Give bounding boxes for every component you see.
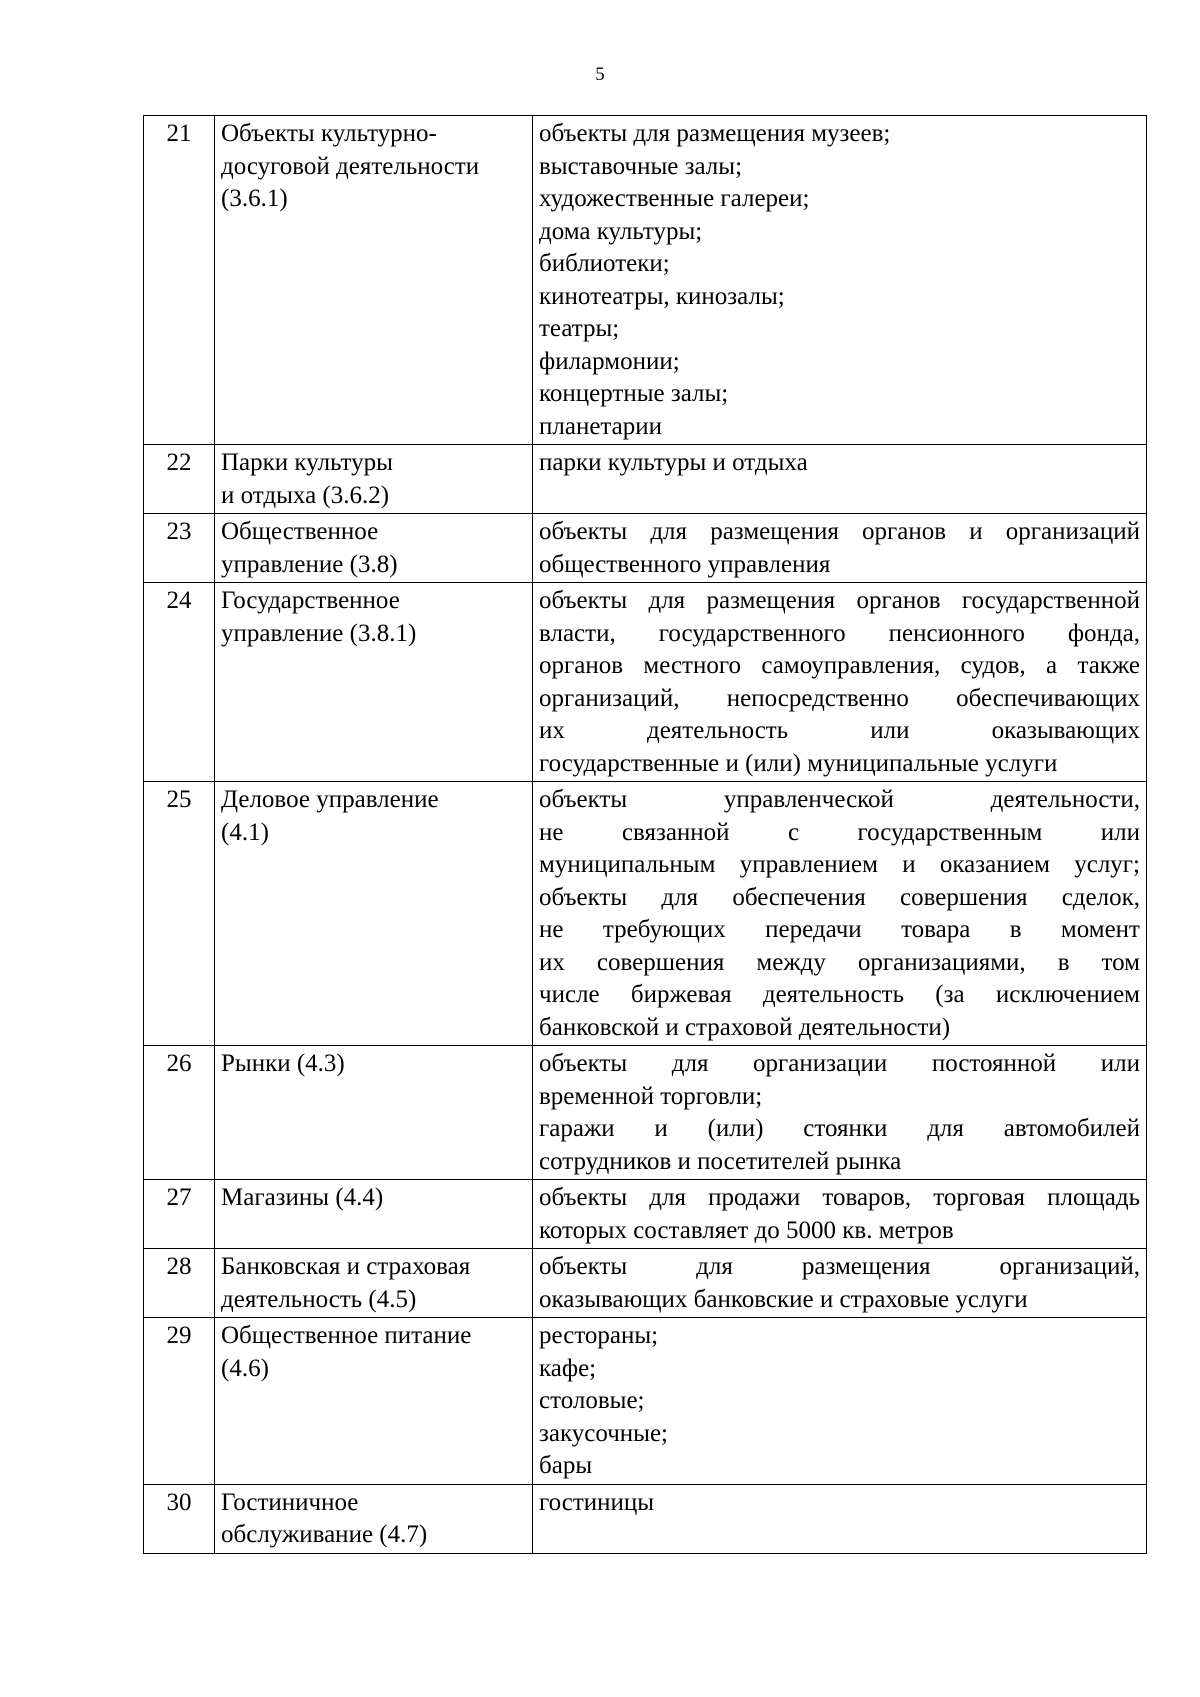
table-row: [144, 514, 1147, 583]
use-type-name-line: Общественное: [221, 518, 379, 545]
permitted-object-line: организаций, непосредственно обеспечивающих: [539, 684, 1140, 712]
permitted-object-line: объекты для продажи товаров, торговая площадь: [539, 1184, 1140, 1211]
permitted-object-line: объекты для размещения органов государственной: [539, 587, 1140, 614]
permitted-objects-cell: [533, 116, 1147, 445]
table-row: [144, 782, 1147, 1046]
permitted-object-line: выставочные залы;: [539, 152, 743, 180]
permitted-objects-cell: [533, 782, 1147, 1046]
use-type-name-cell: [215, 782, 533, 1046]
land-use-table: [143, 115, 1147, 1554]
permitted-object-line: объекты для размещения музеев;: [539, 120, 891, 147]
permitted-object-line: объекты управленческой деятельности,: [539, 786, 1140, 813]
permitted-object-line: кинотеатры, кинозалы;: [539, 282, 785, 310]
permitted-object-line: закусочные;: [539, 1419, 669, 1447]
table-body: [144, 116, 1147, 1554]
permitted-objects-cell: [533, 445, 1147, 514]
permitted-object-line: муниципальным управлением и оказанием услуг;: [539, 851, 1140, 878]
permitted-object-line: библиотеки;: [539, 250, 670, 277]
permitted-objects-cell: [533, 1318, 1147, 1485]
permitted-objects-cell: [533, 1046, 1147, 1180]
use-type-name-line: Государственное: [221, 587, 400, 614]
permitted-object-line: парки культуры и отдыха: [539, 449, 808, 476]
table-row: [144, 1484, 1147, 1553]
permitted-objects-cell: [533, 583, 1147, 782]
table-row: [144, 1180, 1147, 1249]
permitted-object-line: числе биржевая деятельность (за исключением: [539, 981, 1140, 1008]
row-number-cell: 28: [144, 1249, 215, 1318]
use-type-name-line: (3.6.1): [221, 185, 288, 212]
row-number-cell: 21: [144, 116, 215, 445]
permitted-object-line: объекты для размещения органов и организаций: [539, 518, 1140, 545]
permitted-object-line: государственные и (или) муниципальные услуги: [539, 749, 1058, 777]
permitted-object-line: театры;: [539, 315, 620, 342]
permitted-object-line: банковской и страховой деятельности): [539, 1013, 951, 1041]
permitted-object-line: их деятельность или оказывающих: [539, 717, 1140, 744]
table-row: [144, 1318, 1147, 1485]
permitted-objects-cell: [533, 1249, 1147, 1318]
use-type-name-cell: [215, 116, 533, 445]
row-number-cell: 24: [144, 583, 215, 782]
permitted-object-line: не связанной с государственным или: [539, 818, 1140, 846]
use-type-name-line: Общественное питание: [221, 1322, 472, 1349]
use-type-name-line: (4.6): [221, 1354, 269, 1382]
table-row: [144, 1249, 1147, 1318]
permitted-object-line: объекты для организации постоянной или: [539, 1050, 1140, 1077]
permitted-object-line: общественного управления: [539, 550, 831, 578]
use-type-name-line: и отдыха (3.6.2): [221, 481, 390, 509]
permitted-object-line: гостиницы: [539, 1488, 655, 1516]
permitted-object-line: столовые;: [539, 1387, 645, 1414]
use-type-name-cell: [215, 583, 533, 782]
permitted-object-line: объекты для размещения организаций,: [539, 1253, 1140, 1280]
use-type-name-line: (4.1): [221, 818, 269, 846]
use-type-name-line: обслуживание (4.7): [221, 1521, 428, 1548]
use-type-name-cell: [215, 1249, 533, 1318]
permitted-objects-cell: [533, 1180, 1147, 1249]
permitted-objects-cell: [533, 1484, 1147, 1553]
use-type-name-cell: [215, 1180, 533, 1249]
row-number-cell: 25: [144, 782, 215, 1046]
use-type-name-cell: [215, 1046, 533, 1180]
use-type-name-line: Магазины (4.4): [221, 1184, 384, 1211]
permitted-object-line: власти, государственного пенсионного фонда,: [539, 619, 1140, 647]
permitted-object-line: которых составляет до 5000 кв. метров: [539, 1216, 954, 1244]
use-type-name-cell: [215, 1318, 533, 1485]
use-type-name-line: досуговой деятельности: [221, 152, 480, 180]
permitted-object-line: концертные залы;: [539, 380, 729, 407]
table-row: [144, 445, 1147, 514]
table-row: [144, 116, 1147, 445]
permitted-object-line: не требующих передачи товара в момент: [539, 916, 1140, 943]
permitted-object-line: их совершения между организациями, в том: [539, 948, 1140, 976]
permitted-object-line: сотрудников и посетителей рынка: [539, 1147, 902, 1175]
permitted-object-line: кафе;: [539, 1354, 597, 1382]
permitted-object-line: временной торговли;: [539, 1082, 763, 1110]
use-type-name-line: управление (3.8): [221, 550, 398, 578]
row-number-cell: 30: [144, 1484, 215, 1553]
row-number-cell: 27: [144, 1180, 215, 1249]
permitted-object-line: дома культуры;: [539, 217, 703, 245]
permitted-object-line: оказывающих банковские и страховые услуги: [539, 1285, 1028, 1313]
use-type-name-cell: [215, 1484, 533, 1553]
permitted-object-line: органов местного самоуправления, судов, а также: [539, 652, 1140, 679]
permitted-object-line: планетарии: [539, 412, 663, 440]
use-type-name-line: Банковская и страховая: [221, 1253, 471, 1280]
permitted-object-line: филармонии;: [539, 347, 680, 375]
row-number-cell: 23: [144, 514, 215, 583]
use-type-name-line: управление (3.8.1): [221, 619, 417, 647]
table-row: [144, 583, 1147, 782]
permitted-object-line: художественные галереи;: [539, 185, 810, 212]
table-row: [144, 1046, 1147, 1180]
permitted-objects-cell: [533, 514, 1147, 583]
use-type-name-cell: [215, 514, 533, 583]
page-number: 5: [595, 64, 605, 85]
row-number-cell: 26: [144, 1046, 215, 1180]
use-type-name-line: Парки культуры: [221, 449, 393, 476]
use-type-name-line: Деловое управление: [221, 786, 439, 813]
use-type-name-line: Гостиничное: [221, 1488, 359, 1516]
use-type-name-line: Объекты культурно-: [221, 120, 437, 147]
use-type-name-line: Рынки (4.3): [221, 1050, 345, 1077]
permitted-object-line: объекты для обеспечения совершения сделок,: [539, 883, 1140, 911]
row-number-cell: 22: [144, 445, 215, 514]
permitted-object-line: бары: [539, 1452, 593, 1479]
row-number-cell: 29: [144, 1318, 215, 1485]
permitted-object-line: гаражи и (или) стоянки для автомобилей: [539, 1115, 1140, 1142]
use-type-name-line: деятельность (4.5): [221, 1285, 417, 1313]
use-type-name-cell: [215, 445, 533, 514]
permitted-object-line: рестораны;: [539, 1322, 659, 1349]
